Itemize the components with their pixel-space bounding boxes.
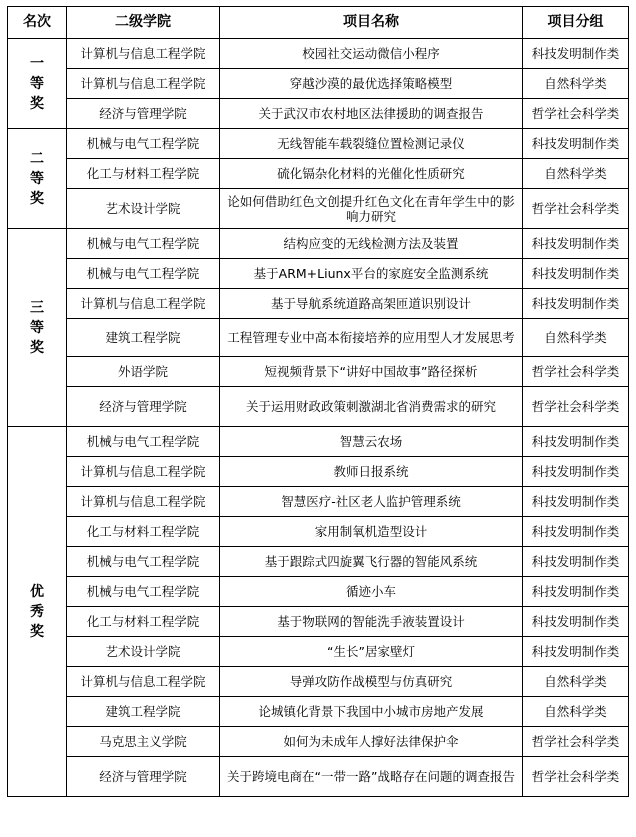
table-row <box>8 129 629 159</box>
project-cell: 关于运用财政政策刺激湖北省消费需求的研究 <box>220 387 523 427</box>
rank-cell <box>8 229 67 427</box>
project-cell: 如何为未成年人撑好法律保护伞 <box>220 727 523 757</box>
table-row <box>8 517 629 547</box>
college-cell: 艺术设计学院 <box>67 189 220 229</box>
table-row <box>8 189 629 229</box>
category-cell: 科技发明制作类 <box>523 129 629 159</box>
college-cell: 机械与电气工程学院 <box>67 229 220 259</box>
table-row <box>8 547 629 577</box>
category-cell: 科技发明制作类 <box>523 487 629 517</box>
project-cell: 论城镇化背景下我国中小城市房地产发展 <box>220 697 523 727</box>
project-cell: 短视频背景下“讲好中国故事”路径探析 <box>220 357 523 387</box>
table-row <box>8 607 629 637</box>
header-row <box>8 7 629 39</box>
category-cell: 自然科学类 <box>523 159 629 189</box>
project-cell: 家用制氧机造型设计 <box>220 517 523 547</box>
awards-table <box>7 6 629 797</box>
project-cell: 循迹小车 <box>220 577 523 607</box>
category-cell: 哲学社会科学类 <box>523 757 629 797</box>
project-cell: “生长”居家壁灯 <box>220 637 523 667</box>
table-header <box>8 7 629 39</box>
college-cell: 外语学院 <box>67 357 220 387</box>
rank-label: 三等奖 <box>30 299 44 356</box>
table-row <box>8 427 629 457</box>
college-cell: 化工与材料工程学院 <box>67 159 220 189</box>
project-cell: 教师日报系统 <box>220 457 523 487</box>
college-cell: 机械与电气工程学院 <box>67 547 220 577</box>
project-cell: 硫化镉杂化材料的光催化性质研究 <box>220 159 523 189</box>
project-cell: 智慧云农场 <box>220 427 523 457</box>
project-cell: 工程管理专业中高本衔接培养的应用型人才发展思考 <box>220 319 523 357</box>
table-row <box>8 319 629 357</box>
table-row <box>8 457 629 487</box>
category-cell: 科技发明制作类 <box>523 229 629 259</box>
table-row <box>8 697 629 727</box>
rank-cell <box>8 427 67 797</box>
college-cell: 经济与管理学院 <box>67 757 220 797</box>
category-cell: 科技发明制作类 <box>523 637 629 667</box>
college-cell: 计算机与信息工程学院 <box>67 667 220 697</box>
category-cell: 科技发明制作类 <box>523 577 629 607</box>
project-cell: 校园社交运动微信小程序 <box>220 39 523 69</box>
college-cell: 机械与电气工程学院 <box>67 427 220 457</box>
category-cell: 科技发明制作类 <box>523 259 629 289</box>
college-cell: 经济与管理学院 <box>67 387 220 427</box>
college-cell: 化工与材料工程学院 <box>67 607 220 637</box>
category-cell: 自然科学类 <box>523 69 629 99</box>
rank-label: 优秀奖 <box>30 583 44 640</box>
project-cell: 穿越沙漠的最优选择策略模型 <box>220 69 523 99</box>
college-cell: 计算机与信息工程学院 <box>67 457 220 487</box>
project-cell: 导弹攻防作战模型与仿真研究 <box>220 667 523 697</box>
college-cell: 建筑工程学院 <box>67 319 220 357</box>
project-cell: 关于跨境电商在“一带一路”战略存在问题的调查报告 <box>220 757 523 797</box>
table-body <box>8 39 629 797</box>
project-cell: 结构应变的无线检测方法及装置 <box>220 229 523 259</box>
table-row <box>8 229 629 259</box>
table-row <box>8 289 629 319</box>
college-cell: 机械与电气工程学院 <box>67 577 220 607</box>
rank-cell <box>8 39 67 129</box>
table-row <box>8 487 629 517</box>
table-row <box>8 357 629 387</box>
college-cell: 计算机与信息工程学院 <box>67 69 220 99</box>
project-cell: 基于物联网的智能洗手液装置设计 <box>220 607 523 637</box>
header-rank: 名次 <box>8 7 67 39</box>
college-cell: 计算机与信息工程学院 <box>67 39 220 69</box>
project-cell: 基于跟踪式四旋翼飞行器的智能风系统 <box>220 547 523 577</box>
category-cell: 科技发明制作类 <box>523 39 629 69</box>
project-cell: 无线智能车载裂缝位置检测记录仪 <box>220 129 523 159</box>
table-row <box>8 667 629 697</box>
rank-label: 一等奖 <box>30 55 44 112</box>
table-row <box>8 69 629 99</box>
college-cell: 计算机与信息工程学院 <box>67 487 220 517</box>
category-cell: 哲学社会科学类 <box>523 357 629 387</box>
header-category: 项目分组 <box>523 7 629 39</box>
category-cell: 科技发明制作类 <box>523 289 629 319</box>
table-row <box>8 99 629 129</box>
table-row <box>8 159 629 189</box>
table-row <box>8 387 629 427</box>
project-cell: 基于导航系统道路高架匝道识别设计 <box>220 289 523 319</box>
category-cell: 科技发明制作类 <box>523 427 629 457</box>
college-cell: 建筑工程学院 <box>67 697 220 727</box>
table-row <box>8 39 629 69</box>
category-cell: 哲学社会科学类 <box>523 727 629 757</box>
project-cell: 基于ARM+Liunx平台的家庭安全监测系统 <box>220 259 523 289</box>
college-cell: 化工与材料工程学院 <box>67 517 220 547</box>
category-cell: 科技发明制作类 <box>523 607 629 637</box>
header-project: 项目名称 <box>220 7 523 39</box>
category-cell: 自然科学类 <box>523 319 629 357</box>
category-cell: 哲学社会科学类 <box>523 387 629 427</box>
project-cell: 关于武汉市农村地区法律援助的调查报告 <box>220 99 523 129</box>
table-row <box>8 757 629 797</box>
category-cell: 哲学社会科学类 <box>523 99 629 129</box>
college-cell: 机械与电气工程学院 <box>67 129 220 159</box>
rank-label: 二等奖 <box>30 150 44 207</box>
table-row <box>8 577 629 607</box>
project-cell: 论如何借助红色文创提升红色文化在青年学生中的影响力研究 <box>220 189 523 229</box>
project-cell: 智慧医疗-社区老人监护管理系统 <box>220 487 523 517</box>
table-row <box>8 259 629 289</box>
college-cell: 机械与电气工程学院 <box>67 259 220 289</box>
header-college: 二级学院 <box>67 7 220 39</box>
category-cell: 自然科学类 <box>523 667 629 697</box>
college-cell: 计算机与信息工程学院 <box>67 289 220 319</box>
college-cell: 马克思主义学院 <box>67 727 220 757</box>
college-cell: 经济与管理学院 <box>67 99 220 129</box>
category-cell: 科技发明制作类 <box>523 547 629 577</box>
category-cell: 科技发明制作类 <box>523 517 629 547</box>
table-row <box>8 637 629 667</box>
table-row <box>8 727 629 757</box>
rank-cell <box>8 129 67 229</box>
category-cell: 自然科学类 <box>523 697 629 727</box>
category-cell: 科技发明制作类 <box>523 457 629 487</box>
college-cell: 艺术设计学院 <box>67 637 220 667</box>
category-cell: 哲学社会科学类 <box>523 189 629 229</box>
